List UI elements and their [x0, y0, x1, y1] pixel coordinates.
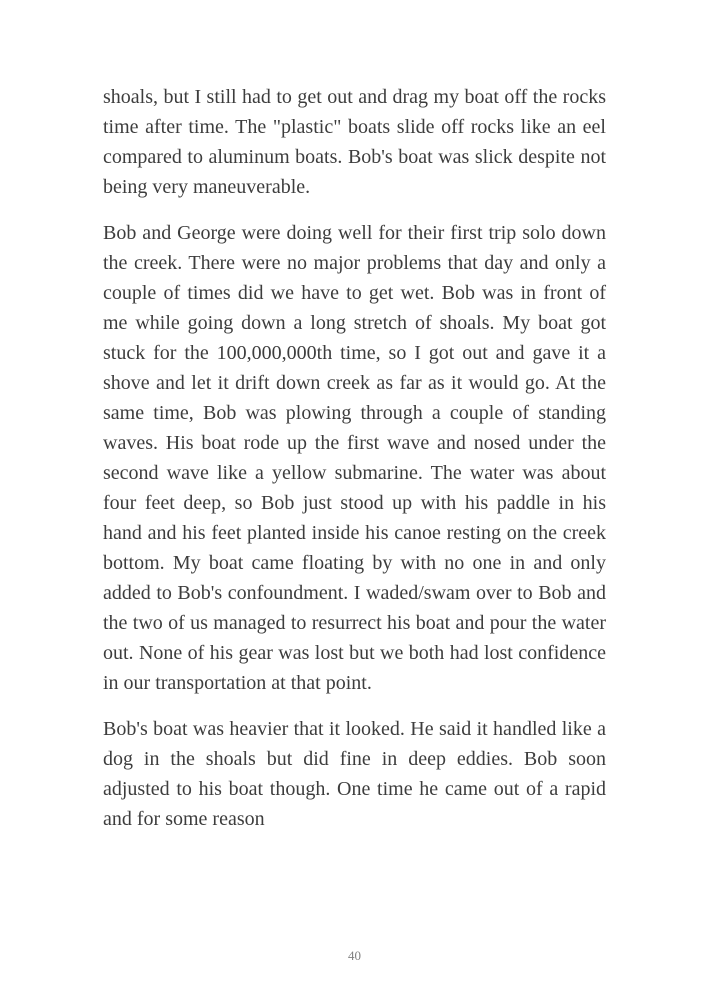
page-body-text — [103, 82, 606, 834]
paragraph: Bob and George were doing well for their first trip solo down the creek. There were no major problems that day and only a couple of times did we have to get wet. Bob was in front of me while going down a long stretch of shoals. My boat got stuck for the 100,000,000th time, so I got out and gave it a shove and let it drift down creek as far as it would go. At the same time, Bob was plowing through a couple of standing waves. His boat rode up the first wave and nosed under the second wave like a yellow submarine. The water was about four feet deep, so Bob just stood up with his paddle in his hand and his feet planted inside his canoe resting on the creek bottom. My boat came floating by with no one in and only added to Bob's confoundment. I waded/swam over to Bob and the two of us managed to resurrect his boat and pour the water out. None of his gear was lost but we both had lost confidence in our transportation at that point. — [103, 222, 606, 694]
page-number: 40 — [348, 948, 361, 963]
paragraph: Bob's boat was heavier that it looked. He said it handled like a dog in the shoals but did fine in deep eddies. Bob soon adjusted to his boat though. One time he came out of a rapid and for some reason — [103, 718, 606, 830]
paragraph: shoals, but I still had to get out and drag my boat off the rocks time after time. The "plastic" boats slide off rocks like an eel compared to aluminum boats. Bob's boat was slick despite not being very maneuverable. — [103, 86, 606, 198]
